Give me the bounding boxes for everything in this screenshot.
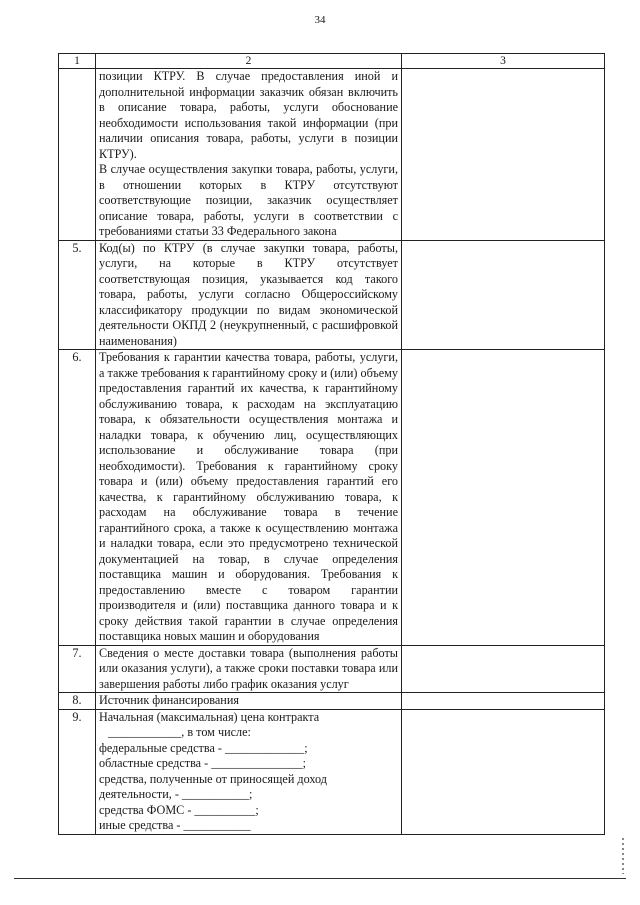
row-number — [59, 69, 96, 241]
description-paragraph: позиции КТРУ. В случае предоставления иной и дополнительной информации заказчик обязан включить в описание товара, работы, услуги обоснование необходимости использования такой информации (при наличии описания товара, работы, услуги в позиции КТРУ). — [99, 69, 398, 161]
bottom-rule — [14, 878, 626, 879]
description-paragraph: Сведения о месте доставки товара (выполнения работы или оказания услуги), а также сроки поставки товара или завершения работы либо график оказания услуг — [99, 645, 398, 691]
price-breakdown-line: областные средства - _______________; — [99, 756, 307, 770]
description-paragraph: Источник финансирования — [99, 693, 239, 707]
requirements-table — [58, 53, 605, 835]
row-value — [402, 350, 605, 646]
scan-edge-mark — [622, 838, 624, 874]
row-description — [96, 693, 402, 710]
column-header-1: 1 — [59, 54, 96, 69]
price-breakdown-line: Начальная (максимальная) цена контракта — [99, 709, 320, 724]
price-breakdown-line: федеральные средства - _____________; — [99, 740, 308, 755]
row-number: 5. — [59, 240, 96, 350]
page-number: 34 — [314, 14, 326, 26]
row-number: 6. — [59, 350, 96, 646]
description-paragraph: В случае осуществления закупки товара, работы, услуги, в отношении которых в КТРУ отсутствуют соответствующие позиции, заказчик осуществляет описание товара, работы, услуги в соответствии с требованиями статьи 33 Федерального закона — [99, 162, 398, 238]
row-value — [402, 709, 605, 834]
table-header-row — [59, 54, 605, 69]
price-breakdown-line: деятельности, - ___________; — [99, 787, 253, 801]
table-row — [59, 350, 605, 646]
row-number: 7. — [59, 645, 96, 693]
row-number: 8. — [59, 693, 96, 710]
row-value — [402, 645, 605, 693]
price-breakdown-line: средства ФОМС - __________; — [99, 802, 259, 817]
row-value — [402, 240, 605, 350]
column-header-2: 2 — [96, 54, 402, 69]
table-row — [59, 709, 605, 834]
row-description — [96, 240, 402, 350]
row-value — [402, 693, 605, 710]
column-header-3: 3 — [402, 54, 605, 69]
table-row — [59, 240, 605, 350]
price-breakdown-line: иные средства - ___________ — [99, 818, 251, 832]
row-description — [96, 350, 402, 646]
description-paragraph: Код(ы) по КТРУ (в случае закупки товара, работы, услуги, на которые в КТРУ отсутствует соответствующая позиция, указывается код такого товара, работы, услуги согласно Общероссийскому классификатору продукции по видам экономической деятельности ОКПД 2 (неукрупненный, с расшифровкой наименования) — [99, 240, 398, 348]
row-description — [96, 645, 402, 693]
description-paragraph: Требования к гарантии качества товара, работы, услуги, а также требования к гарантийному сроку и (или) объему предоставления гарантий их качества, к гарантийному обслуживанию товара, к расходам на эксплуатацию товара, к обязательности осуществления монтажа и наладки товара, к обучению лиц, осуществляющих использование и обслуживание товара (при необходимости). Требования к гарантийному сроку товара и (или) объему предоставления гарантий его качества, к гарантийному обслуживанию товара, к расходам на обслуживание товара в течение гарантийного срока, а также к осуществлению монтажа и наладки товара, если это предусмотрено технической документацией на товар, в случае определения поставщика машин и оборудования. Требования к предоставлению вместе с товаром гарантии производителя и (или) поставщика данного товара и к сроку действия такой гарантии в случае определения поставщика новых машин и оборудования — [99, 350, 398, 643]
price-breakdown — [96, 709, 402, 834]
table-row — [59, 645, 605, 693]
row-description — [96, 69, 402, 241]
price-breakdown-line: ____________, в том числе: — [99, 725, 251, 739]
row-number: 9. — [59, 709, 96, 834]
row-value — [402, 69, 605, 241]
table-row — [59, 693, 605, 710]
price-breakdown-line: средства, полученные от приносящей доход — [99, 771, 327, 786]
table-row — [59, 69, 605, 241]
